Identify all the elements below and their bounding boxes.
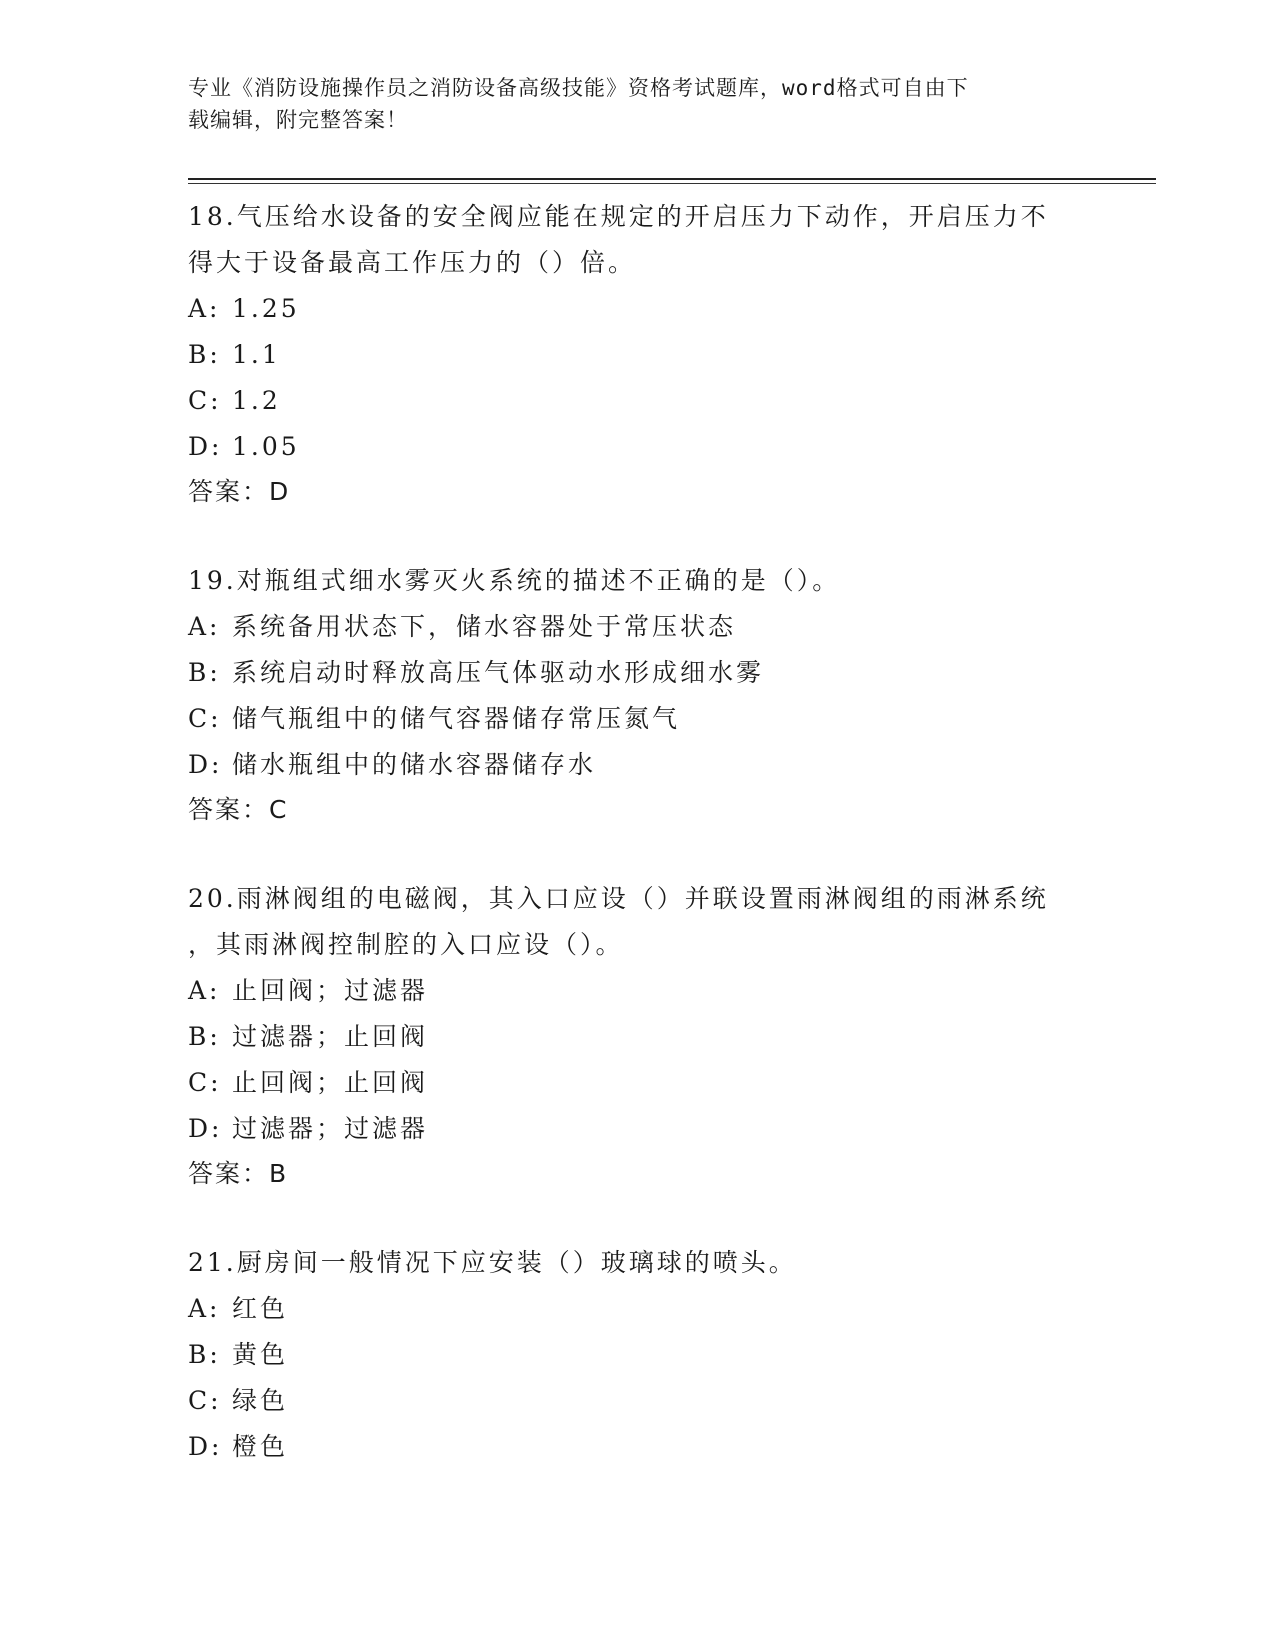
option-letter: D: <box>188 750 223 779</box>
option-letter: B: <box>188 340 221 369</box>
question-stem-line-2: 得大于设备最高工作压力的（）倍。 <box>188 248 637 277</box>
answer-label: 答案：D <box>188 477 291 506</box>
option-text: 系统启动时释放高压气体驱动水形成细水雾 <box>232 658 765 687</box>
question-stem-line-1: 19.对瓶组式细水雾灭火系统的描述不正确的是（）。 <box>188 566 841 595</box>
option-c <box>188 1378 1088 1424</box>
option-text: 绿色 <box>232 1386 289 1415</box>
option-text: 橙色 <box>232 1432 289 1461</box>
option-c <box>188 1060 1088 1106</box>
question-stem-line-1: 18.气压给水设备的安全阀应能在规定的开启压力下动作，开启压力不 <box>188 202 1049 231</box>
question-stem-line-1: 21.厨房间一般情况下应安装（）玻璃球的喷头。 <box>188 1248 797 1277</box>
answer-label: 答案：C <box>188 795 289 824</box>
option-b <box>188 332 1088 378</box>
option-text: 储水瓶组中的储水容器储存水 <box>232 750 597 779</box>
option-c <box>188 696 1088 742</box>
option-a <box>188 968 1088 1014</box>
question-stem <box>188 194 1088 286</box>
question-stem <box>188 1240 1088 1286</box>
document-header <box>188 72 1068 136</box>
question-19 <box>188 558 1088 832</box>
option-letter: D: <box>188 1114 223 1143</box>
option-a <box>188 1286 1088 1332</box>
header-divider-thick <box>188 178 1156 180</box>
question-stem-line-1: 20.雨淋阀组的电磁阀，其入口应设（）并联设置雨淋阀组的雨淋系统 <box>188 884 1049 913</box>
question-21 <box>188 1240 1088 1470</box>
option-letter: B: <box>188 658 221 687</box>
option-d <box>188 1106 1088 1152</box>
option-d <box>188 1424 1088 1470</box>
question-20 <box>188 876 1088 1196</box>
question-18 <box>188 194 1088 514</box>
option-letter: D: <box>188 1432 223 1461</box>
option-text: 止回阀；止回阀 <box>232 1068 429 1097</box>
option-b <box>188 650 1088 696</box>
option-letter: B: <box>188 1340 221 1369</box>
question-stem-line-2: ，其雨淋阀控制腔的入口应设（）。 <box>188 930 624 959</box>
option-text: 1.25 <box>232 294 300 323</box>
option-text: 过滤器；过滤器 <box>232 1114 429 1143</box>
option-letter: A: <box>188 976 221 1005</box>
option-a <box>188 604 1088 650</box>
option-text: 1.05 <box>232 432 300 461</box>
option-letter: B: <box>188 1022 221 1051</box>
header-line-2: 载编辑，附完整答案！ <box>188 108 408 132</box>
option-text: 黄色 <box>232 1340 289 1369</box>
option-letter: C: <box>188 704 222 733</box>
option-letter: A: <box>188 1294 221 1323</box>
option-d <box>188 742 1088 788</box>
question-list <box>188 188 1088 1470</box>
option-text: 过滤器；止回阀 <box>232 1022 429 1051</box>
header-line-1: 专业《消防设施操作员之消防设备高级技能》资格考试题库，word格式可自由下 <box>188 76 969 100</box>
option-c <box>188 378 1088 424</box>
option-b <box>188 1332 1088 1378</box>
option-b <box>188 1014 1088 1060</box>
option-letter: C: <box>188 1068 222 1097</box>
question-stem <box>188 876 1088 968</box>
header-divider-thin <box>188 183 1156 184</box>
option-letter: D: <box>188 432 223 461</box>
option-text: 红色 <box>232 1294 289 1323</box>
question-stem <box>188 558 1088 604</box>
option-letter: A: <box>188 294 221 323</box>
option-text: 止回阀；过滤器 <box>232 976 429 1005</box>
option-d <box>188 424 1088 470</box>
option-letter: A: <box>188 612 221 641</box>
option-text: 1.2 <box>232 386 281 415</box>
answer-label: 答案：B <box>188 1159 289 1188</box>
option-a <box>188 286 1088 332</box>
option-letter: C: <box>188 1386 222 1415</box>
option-text: 1.1 <box>232 340 281 369</box>
option-text: 储气瓶组中的储气容器储存常压氮气 <box>232 704 681 733</box>
option-letter: C: <box>188 386 222 415</box>
option-text: 系统备用状态下，储水容器处于常压状态 <box>232 612 737 641</box>
